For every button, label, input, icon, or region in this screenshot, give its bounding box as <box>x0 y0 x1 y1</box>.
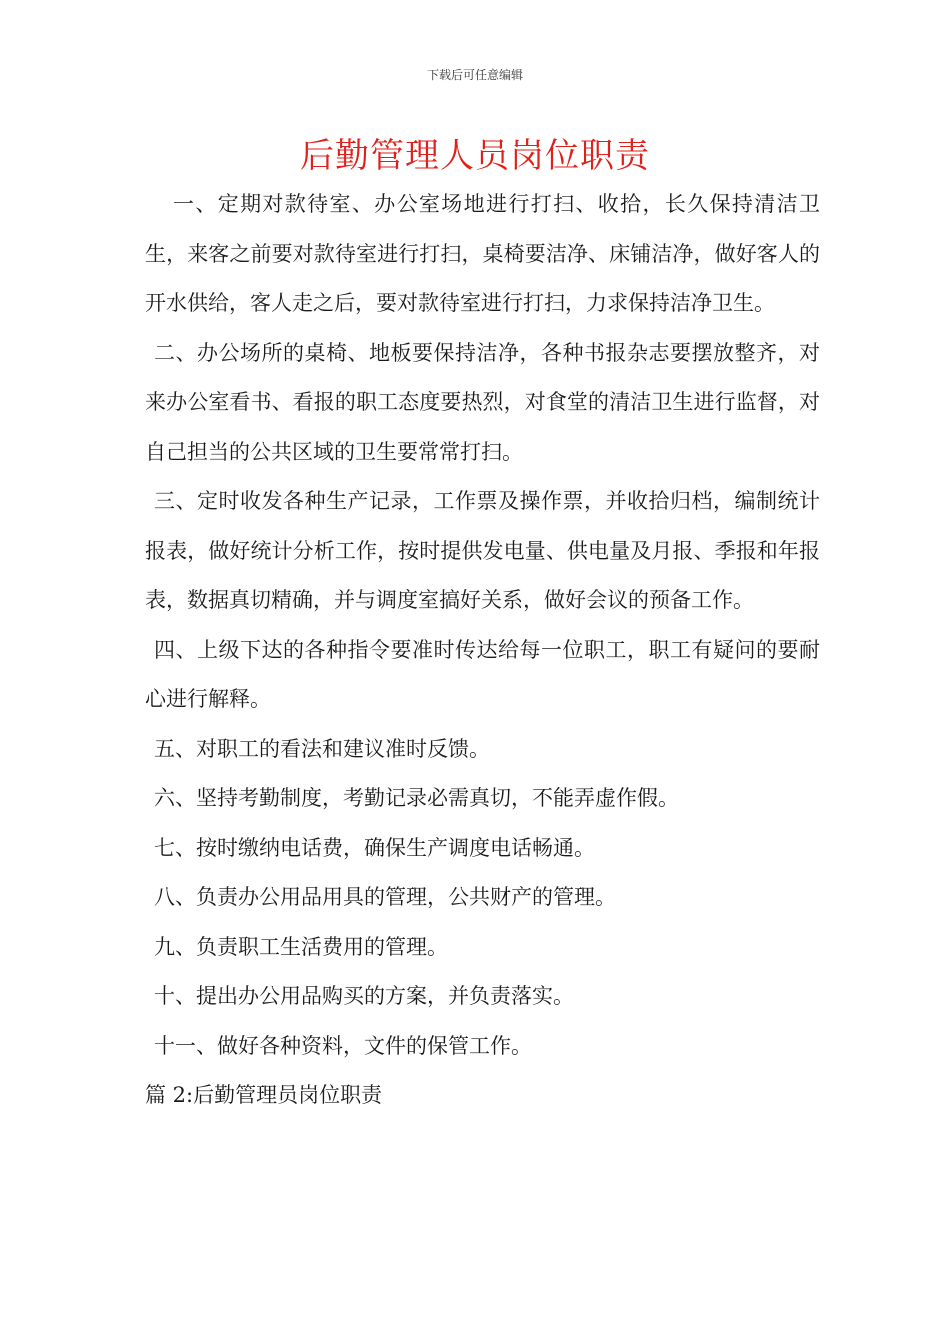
section-heading: 篇 2:后勤管理员岗位职责 <box>145 1083 383 1107</box>
document-body <box>145 180 820 1121</box>
paragraph-1: 一、定期对款待室、办公室场地进行打扫、收拾，长久保持清洁卫生，来客之前要对款待室进行打扫，桌椅要洁净、床铺洁净，做好客人的开水供给，客人走之后，要对款待室进行打扫，力求保持洁净卫生。 <box>145 192 820 315</box>
paragraph-10: 十、提出办公用品购买的方案，并负责落实。 <box>154 984 574 1008</box>
document-title: 后勤管理人员岗位职责 <box>300 136 650 176</box>
header-note: 下载后可任意编辑 <box>426 68 523 82</box>
paragraph-8: 八、负责办公用品用具的管理，公共财产的管理。 <box>154 885 616 909</box>
paragraph-5: 五、对职工的看法和建议准时反馈。 <box>154 736 490 761</box>
paragraph-9: 九、负责职工生活费用的管理。 <box>154 934 448 959</box>
paragraph-2: 二、办公场所的桌椅、地板要保持洁净，各种书报杂志要摆放整齐，对来办公室看书、看报的职工态度要热烈，对食堂的清洁卫生进行监督，对自己担当的公共区域的卫生要常常打扫。 <box>145 340 820 464</box>
paragraph-3: 三、定时收发各种生产记录，工作票及操作票，并收拾归档，编制统计报表，做好统计分析工作，按时提供发电量、供电量及月报、季报和年报表，数据真切精确，并与调度室搞好关系，做好会议的预备工作。 <box>145 489 820 612</box>
paragraph-11: 十一、做好各种资料，文件的保管工作。 <box>154 1033 532 1058</box>
paragraph-4: 四、上级下达的各种指令要准时传达给每一位职工，职工有疑问的要耐心进行解释。 <box>145 637 820 711</box>
paragraph-6: 六、坚持考勤制度，考勤记录必需真切，不能弄虚作假。 <box>154 786 679 810</box>
paragraph-7: 七、按时缴纳电话费，确保生产调度电话畅通。 <box>154 835 595 860</box>
